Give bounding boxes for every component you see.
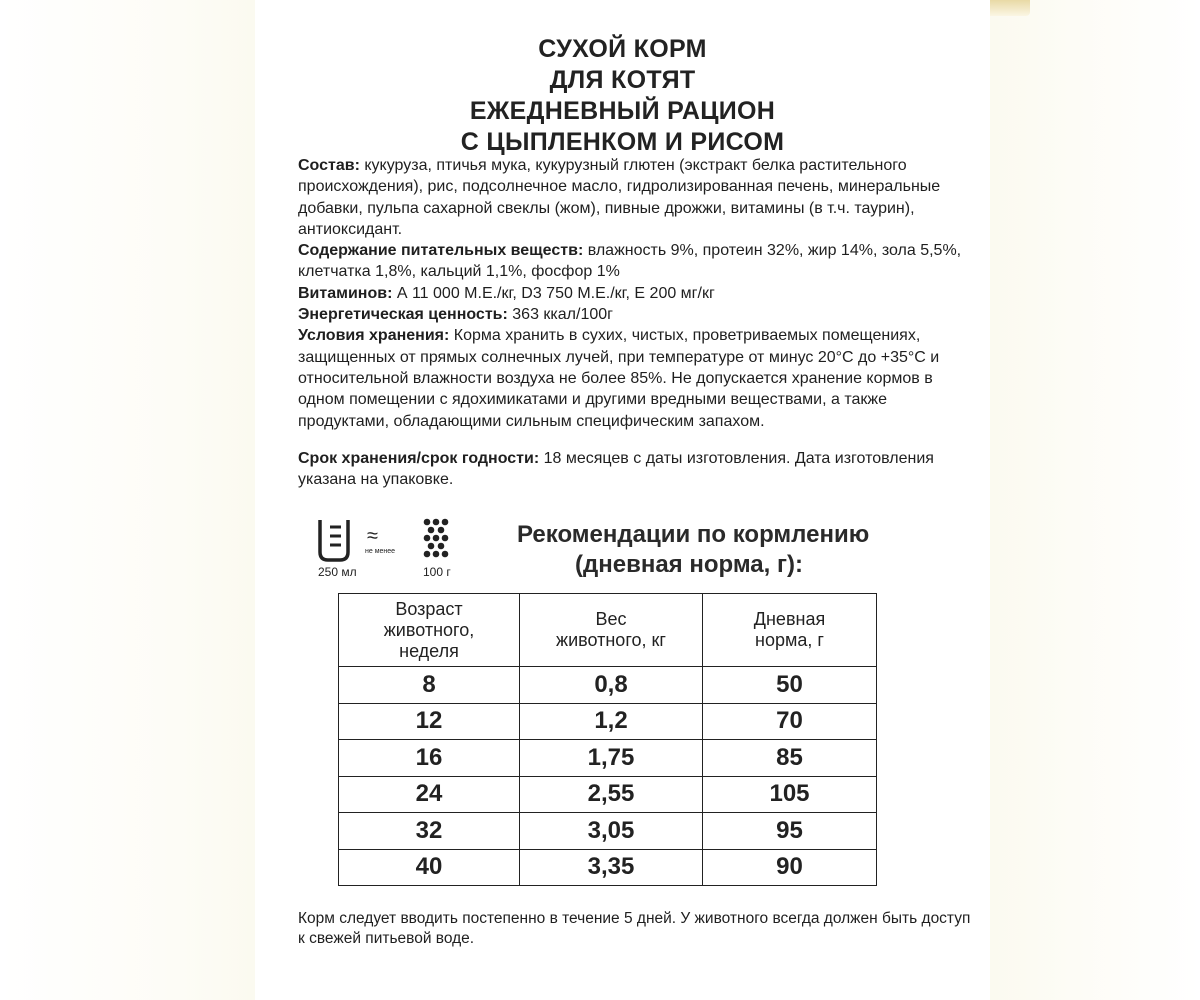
norm-cell: 85 bbox=[703, 740, 877, 777]
measure-equivalence bbox=[315, 518, 455, 582]
norm-cell: 90 bbox=[703, 849, 877, 886]
weight-cell: 3,05 bbox=[520, 813, 703, 850]
weight-cell: 1,75 bbox=[520, 740, 703, 777]
page-edge-right bbox=[990, 0, 1200, 1000]
composition-paragraph bbox=[298, 155, 978, 240]
kibble-dots-icon bbox=[421, 518, 449, 562]
storage-text: Корма хранить в сухих, чистых, проветриваемых помещениях, защищенных от прямых солнечных лучей, при температуре от минус 20°С до +35°С и относительной влажности воздуха не более 85%. Не допускается хранение кормов в одном помещении с ядохимикатами и другими вредными веществами, а также продуктами, обладающими сильным специфическим запахом. bbox=[298, 327, 940, 430]
vitamins-label: Витаминов: bbox=[298, 284, 393, 302]
nutrients-label: Содержание питательных веществ: bbox=[298, 242, 584, 260]
storage-label: Условия хранения: bbox=[298, 327, 450, 345]
norm-cell: 105 bbox=[703, 776, 877, 813]
header-weight-line: животного, кг bbox=[556, 630, 666, 650]
nutrients-text: влажность 9%, протеин 32%, жир 14%, зола 5,5%, клетчатка 1,8%, кальций 1,1%, фосфор 1% bbox=[298, 242, 962, 281]
norm-cell: 50 bbox=[703, 667, 877, 704]
composition-label: Состав: bbox=[298, 157, 360, 174]
recommendations-title bbox=[517, 520, 947, 580]
energy-text: 363 ккал/100г bbox=[507, 306, 613, 324]
approx-note: не менее bbox=[365, 548, 396, 555]
energy-label: Энергетическая ценность: bbox=[298, 306, 508, 324]
header-weight-line: Вес bbox=[595, 609, 627, 629]
kibble-weight-label: 100 г bbox=[423, 565, 451, 579]
header-norm-line: норма, г bbox=[755, 630, 824, 650]
recommendations-title-line: Рекомендации по кормлению bbox=[517, 521, 870, 548]
table-row bbox=[339, 849, 877, 886]
table-header-row bbox=[339, 594, 877, 667]
norm-cell: 95 bbox=[703, 813, 877, 850]
product-info bbox=[298, 155, 978, 490]
header-norm-line: Дневная bbox=[753, 609, 826, 629]
age-cell: 16 bbox=[339, 740, 520, 777]
header-age-line: Возраст bbox=[395, 598, 463, 619]
table-row bbox=[339, 740, 877, 777]
header-age bbox=[339, 594, 520, 667]
feeding-table bbox=[338, 593, 877, 886]
composition-text: кукуруза, птичья мука, кукурузный глютен (экстракт белка растительного происхождения), рис, подсолнечное масло, гидролизированная печень, минеральные добавки, пульпа сахарной свеклы (жом), пивные дрожжи, витамины (в т.ч. таурин), антиоксидант. bbox=[298, 157, 941, 238]
energy-paragraph bbox=[298, 304, 978, 325]
age-cell: 32 bbox=[339, 813, 520, 850]
nutrients-paragraph bbox=[298, 240, 978, 283]
age-cell: 40 bbox=[339, 849, 520, 886]
shelf-life-text: 18 месяцев с даты изготовления. Дата изготовления указана на упаковке. bbox=[298, 449, 934, 489]
title-line: С ЦЫПЛЕНКОМ И РИСОМ bbox=[460, 128, 785, 156]
weight-cell: 0,8 bbox=[520, 667, 703, 704]
table-row bbox=[339, 703, 877, 740]
product-title bbox=[255, 34, 990, 158]
table-row bbox=[339, 813, 877, 850]
table-row bbox=[339, 667, 877, 704]
shelf-life-paragraph bbox=[298, 448, 978, 491]
recommendations-title-line: (дневная норма, г): bbox=[575, 551, 803, 578]
jar-volume-label: 250 мл bbox=[318, 565, 357, 579]
storage-paragraph bbox=[298, 325, 978, 431]
vitamins-text: А 11 000 М.Е./кг, D3 750 М.Е./кг, Е 200 мг/кг bbox=[392, 284, 715, 302]
shelf-life-label: Срок хранения/срок годности: bbox=[298, 449, 540, 467]
age-cell: 24 bbox=[339, 776, 520, 813]
title-line: СУХОЙ КОРМ bbox=[538, 35, 707, 63]
label-sheet bbox=[255, 0, 990, 1000]
weight-cell: 2,55 bbox=[520, 776, 703, 813]
table-row bbox=[339, 776, 877, 813]
weight-cell: 3,35 bbox=[520, 849, 703, 886]
feeding-note: Корм следует вводить постепенно в течение 5 дней. У животного всегда должен быть доступ к свежей питьевой воде. bbox=[298, 910, 971, 947]
vitamins-paragraph bbox=[298, 283, 978, 304]
age-cell: 8 bbox=[339, 667, 520, 704]
header-age-line: животного, bbox=[383, 619, 475, 640]
title-line: ДЛЯ КОТЯТ bbox=[549, 66, 696, 94]
weight-cell: 1,2 bbox=[520, 703, 703, 740]
page-edge-left bbox=[0, 0, 255, 1000]
measuring-cup-icon bbox=[317, 518, 351, 562]
age-cell: 12 bbox=[339, 703, 520, 740]
header-daily-norm bbox=[703, 594, 877, 667]
approx-symbol: ≈ bbox=[367, 525, 378, 547]
header-age-line: неделя bbox=[399, 640, 459, 661]
header-weight bbox=[520, 594, 703, 667]
norm-cell: 70 bbox=[703, 703, 877, 740]
title-line: ЕЖЕДНЕВНЫЙ РАЦИОН bbox=[469, 97, 776, 125]
